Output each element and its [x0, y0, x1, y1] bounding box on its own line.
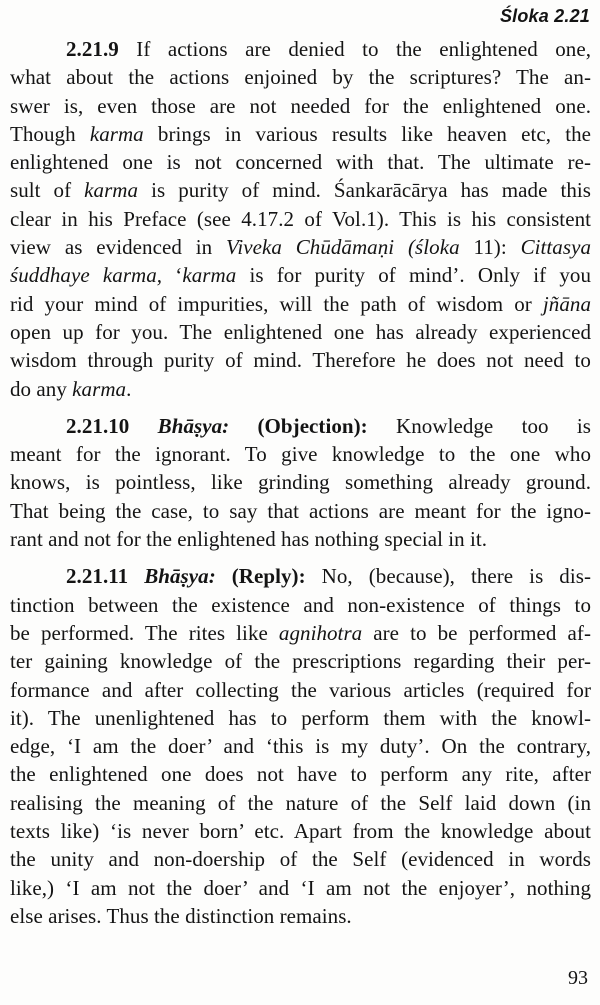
text-run: meant for the ignorant. To give knowledge to the one who: [10, 442, 591, 467]
page-number: 93: [568, 967, 588, 989]
text-run: That being the case, to say that actions are meant for the igno-: [10, 498, 591, 523]
text-run: rant and not for the enlightened has nothing special in it.: [10, 527, 488, 552]
text-line: [10, 290, 591, 318]
text-run: karma: [89, 121, 144, 146]
text-line: [10, 346, 591, 374]
text-line: [10, 120, 591, 148]
text-line: [10, 817, 591, 845]
text-line: [10, 468, 591, 496]
text-run: śuddhaye karma,: [10, 263, 163, 288]
text-run: jñāna: [542, 291, 591, 316]
text-line: [10, 732, 591, 760]
text-run: knows, is pointless, like grinding something already ground.: [10, 470, 591, 495]
text-run: it). The unenlightened has to perform them with the knowl-: [10, 705, 591, 730]
text-line: [10, 176, 591, 204]
text-line: [10, 497, 591, 525]
text-line: [10, 63, 591, 91]
text-line: [10, 92, 591, 120]
text-run: clear in his Preface (see 4.17.2 of Vol.1). This is his consistent: [10, 206, 591, 231]
text-line: [10, 205, 591, 233]
text-line: [10, 845, 591, 873]
text-run: realising the meaning of the nature of the Self laid down (in: [10, 790, 591, 815]
sloka-reference: Śloka 2.21: [499, 6, 590, 26]
text-run: the unity and non-doership of the Self (evidenced in words: [10, 847, 591, 872]
text-run: sult of: [10, 178, 85, 203]
text-run: else arises. Thus the distinction remains.: [10, 903, 352, 928]
text-run: rid your mind of impurities, will the path of wisdom or: [10, 291, 543, 316]
text-run: do any: [10, 376, 73, 401]
text-line: [10, 525, 591, 553]
text-run: agnihotra: [278, 620, 363, 645]
text-run: karma: [84, 178, 139, 203]
text-line: [10, 375, 591, 403]
text-run: what about the actions enjoined by the scriptures? The an-: [10, 65, 591, 90]
text-line: [10, 412, 591, 440]
text-run: If actions are denied to the enlightened one,: [118, 37, 591, 61]
text-line: [10, 647, 591, 675]
text-run: 2.21.11: [66, 564, 145, 589]
text-run: .: [126, 376, 132, 401]
text-run: open up for you. The enlightened one has already experienced: [10, 319, 591, 344]
text-line: [10, 789, 591, 817]
text-run: karma: [72, 376, 127, 401]
text-run: are to be performed af-: [362, 620, 591, 645]
paragraph-2-21-10: [10, 412, 591, 553]
text-run: edge, ‘I am the doer’ and ‘this is my duty’. On the contrary,: [10, 734, 591, 759]
text-run: Knowledge too is: [367, 413, 591, 438]
text-run: Viveka Chūdāmaṇi (śloka: [226, 235, 460, 260]
text-run: the enlightened one does not have to perform any rite, after: [10, 762, 591, 787]
text-run: 11):: [459, 235, 521, 260]
paragraph-2-21-11: [10, 562, 591, 930]
text-run: (Objection):: [229, 413, 368, 438]
text-line: [10, 148, 591, 176]
text-line: [10, 233, 591, 261]
text-line: [10, 619, 591, 647]
text-line: [10, 440, 591, 468]
text-run: Bhāṣya:: [157, 413, 230, 438]
page-body: [10, 35, 591, 930]
text-run: like,) ‘I am not the doer’ and ‘I am not the enjoyer’, nothing: [10, 875, 591, 900]
running-header: [500, 6, 590, 27]
text-run: ‘: [162, 263, 183, 288]
text-line: [10, 261, 591, 289]
text-run: Cittasya: [520, 235, 591, 260]
text-line: [10, 562, 591, 590]
text-run: is purity of mind. Śankarācārya has made this: [138, 178, 591, 203]
text-line: [10, 760, 591, 788]
text-run: ter gaining knowledge of the prescriptions regarding their per-: [10, 649, 591, 674]
text-line: [10, 902, 591, 930]
text-run: tinction between the existence and non-existence of things to: [10, 592, 591, 617]
text-run: 2.21.10: [66, 413, 158, 438]
text-run: (Reply):: [215, 564, 306, 589]
text-run: No, (because), there is dis-: [305, 564, 591, 589]
text-run: swer is, even those are not needed for the enlightened one.: [10, 93, 591, 118]
paragraph-2-21-9: [10, 35, 591, 403]
text-line: [10, 874, 591, 902]
text-run: karma: [182, 263, 237, 288]
text-run: view as evidenced in: [10, 235, 226, 260]
text-run: Bhāṣya:: [144, 564, 216, 589]
text-line: [10, 676, 591, 704]
text-line: [10, 591, 591, 619]
text-line: [10, 704, 591, 732]
text-run: enlightened one is not concerned with that. The ultimate re-: [10, 150, 591, 175]
text-run: Though: [10, 121, 90, 146]
text-run: be performed. The rites like: [10, 620, 279, 645]
text-line: [10, 318, 591, 346]
text-run: brings in various results like heaven etc, the: [143, 121, 591, 146]
text-run: texts like) ‘is never born’ etc. Apart from the knowledge about: [10, 819, 591, 844]
text-run: is for purity of mind’. Only if you: [236, 263, 591, 288]
text-line: [10, 35, 591, 63]
text-run: wisdom through purity of mind. Therefore he does not need to: [10, 348, 591, 373]
text-run: 2.21.9: [66, 37, 119, 61]
text-run: formance and after collecting the various articles (required for: [10, 677, 591, 702]
